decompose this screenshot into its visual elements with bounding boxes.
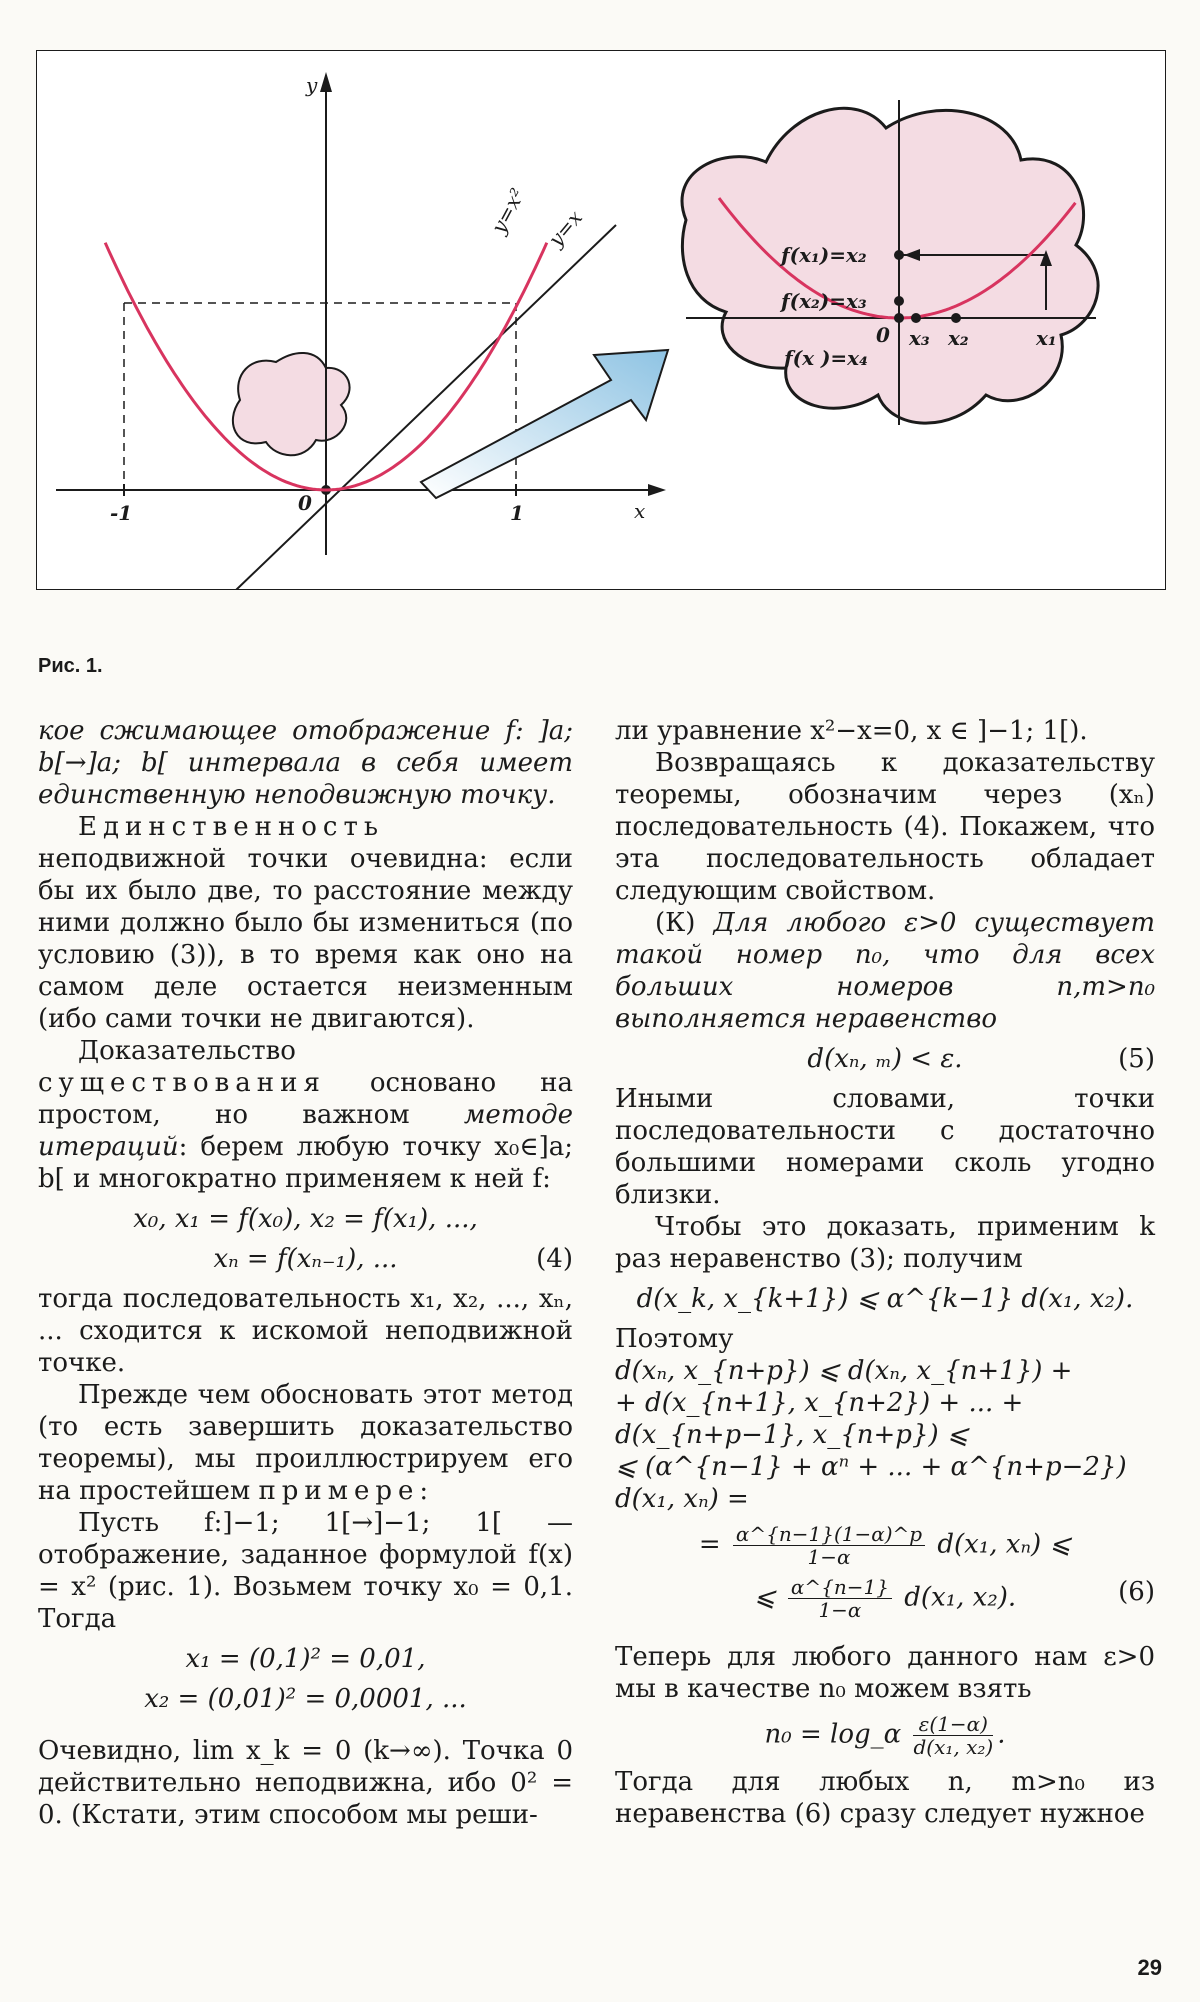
equation-6-line4: = $\frac{\alpha\^{}\{n-1\}(1-\alpha)\^{}p}{1-\alpha}$ d(x₁, xₙ) ⩽: [698, 1522, 1072, 1569]
tick-pos-label: 1: [510, 501, 524, 525]
term-existence: существования: [38, 1068, 326, 1098]
equation-5-text: d(xₙ, ₘ) < ε.: [807, 1044, 963, 1074]
paragraph-therefore: Поэтому: [615, 1324, 734, 1354]
label-fx1: f(x₁)=x₂: [781, 243, 867, 267]
equation-k-steps: d(x_k, x_{k+1}) ⩽ α^{k−1} d(x₁, x₂).: [636, 1284, 1134, 1314]
figure-1: [36, 50, 1166, 590]
label-fx2: f(x₂)=x₃: [781, 289, 867, 313]
paragraph-existence: [38, 1035, 573, 1195]
label-x2: x₂: [948, 326, 969, 350]
equation-4-line1: x₀, x₁ = f(x₀), x₂ = f(x₁), ...,: [133, 1204, 478, 1234]
label-x3: x₃: [909, 326, 930, 350]
label-x1: x₁: [1036, 326, 1057, 350]
x-axis-label: x: [634, 499, 646, 523]
fraction-2-denominator: 1−α: [818, 1598, 862, 1622]
equation-5-number: (5): [1118, 1044, 1155, 1074]
term-uniqueness: Единственность: [78, 812, 385, 842]
equation-6-line4-tail: d(x₁, xₙ) ⩽: [937, 1529, 1072, 1560]
label-fx4: f(x )=x₄: [784, 346, 868, 370]
paragraph-uniqueness-text: неподвижной точки очевидна: если бы их было две, то расстояние между ними должно было бы измениться (по условию (3)), в то время как оно на самом деле остается неизменным (ибо сами точки не двигаются).: [38, 844, 573, 1034]
page-number: 29: [1137, 1955, 1162, 1980]
fraction-1-denominator: 1−α: [807, 1545, 851, 1569]
line-label: y=x: [543, 205, 588, 252]
equation-n0-lhs: n₀ = log_α: [764, 1719, 902, 1750]
equation-4-line2-text: xₙ = f(xₙ₋₁), ...: [213, 1244, 398, 1274]
property-k: [615, 907, 1155, 1035]
paragraph-uniqueness: [38, 811, 573, 1035]
y-axis-label: y: [306, 73, 318, 97]
paragraph-limit: Очевидно, lim x_k = 0 (k→∞). Точка 0 действительно неподвижна, ибо 0² = 0. (Кстати, этим способом мы реши-: [38, 1736, 573, 1830]
equation-6-line5-tail: d(x₁, x₂).: [904, 1582, 1017, 1613]
paragraph-choose-n0: Теперь для любого данного нам ε>0 мы в качестве n₀ можем взять: [615, 1642, 1155, 1704]
paragraph-equation-solved: ли уравнение x²−x=0, x ∈ ]−1; 1[).: [615, 716, 1088, 746]
existence-rest: : берем любую точку x₀∈]a; b[ и многократно применяем к ней f:: [38, 1132, 573, 1194]
property-k-text: Для любого ε>0 существует такой номер n₀, что для всех больших номеров n,m>n₀ выполняется неравенство: [615, 908, 1155, 1034]
equation-6-number: (6): [1118, 1577, 1155, 1607]
term-example: примере: [258, 1476, 420, 1506]
equation-6-fraction-2: [788, 1576, 892, 1621]
illustration-text: Прежде чем обосновать этот метод (то есть завершить доказательство теоремы), мы проиллюстрируем его на простейшем: [38, 1380, 573, 1506]
paragraph-return-proof: Возвращаясь к доказательству теоремы, обозначим через (xₙ) последовательность (4). Покажем, что эта последовательность обладает следующим свойством.: [615, 748, 1155, 906]
equation-4-number: (4): [536, 1244, 573, 1274]
equation-n0-fraction: [913, 1713, 993, 1758]
left-column: [38, 715, 573, 1831]
paragraph-convergence: тогда последовательность x₁, x₂, ..., xₙ, ... сходится к искомой неподвижной точке.: [38, 1284, 573, 1378]
figure-caption: Рис. 1.: [38, 655, 103, 677]
equation-6-line2: + d(x_{n+1}, x_{n+2}) + ... + d(x_{n+p−1}, x_{n+p}) ⩽: [615, 1388, 1024, 1450]
existence-lead: Доказательство: [78, 1036, 296, 1066]
theorem-tail: кое сжимающее отображение f: ]a; b[→]a; b[ интервала в себя имеет единственную неподвижную точку.: [38, 716, 573, 810]
equation-4-line2: [38, 1243, 573, 1275]
paragraph-to-prove: Чтобы это доказать, применим k раз неравенство (3); получим: [615, 1212, 1155, 1274]
property-k-label: (К): [655, 908, 696, 938]
point-x3: [911, 313, 921, 323]
n0-numerator: ε(1−α): [913, 1713, 993, 1736]
right-column: [615, 715, 1155, 1830]
equation-n0: n₀ = log_α $\frac{\varepsilon(1-\alpha)}{\text{d(x₁, x₂)}}$ .: [764, 1712, 1006, 1759]
point-x1-image: [894, 250, 904, 260]
existence-mid: основано на простом, но важном: [38, 1068, 573, 1130]
equation-6-line1: d(xₙ, x_{n+p}) ⩽ d(xₙ, x_{n+1}) +: [615, 1356, 1073, 1386]
origin-label: 0: [298, 491, 312, 515]
n0-denominator: d(x₁, x₂): [913, 1735, 994, 1759]
point-x2-image: [894, 296, 904, 306]
equation-6-line5: ⩽ $\frac{\alpha\^{}\{n-1\}}{1-\alpha}$ d(x₁, x₂). (6): [753, 1575, 1155, 1622]
fraction-2-numerator: α^{n−1}: [788, 1576, 892, 1599]
paragraph-in-other-words: Иными словами, точки последовательности с достаточно большими номерами сколь угодно близки.: [615, 1084, 1155, 1210]
point-origin: [894, 313, 904, 323]
point-x2: [951, 313, 961, 323]
equation-x1: x₁ = (0,1)² = 0,01,: [185, 1644, 426, 1674]
term-iteration-method: методе итераций: [38, 1100, 573, 1162]
paragraph-conclusion: Тогда для любых n, m>n₀ из неравенства (6) сразу следует нужное: [615, 1767, 1155, 1829]
parabola-label: y=x²: [486, 184, 530, 238]
equation-6-fraction-1: [733, 1523, 925, 1568]
equation-5: [615, 1043, 1155, 1075]
illustration-end: :: [419, 1476, 429, 1506]
fraction-1-numerator: α^{n−1}(1−α)^p: [733, 1523, 925, 1546]
paragraph-example: Пусть f:]−1; 1[→]−1; 1[ — отображение, заданное формулой f(x) = x² (рис. 1). Возьмем точку x₀ = 0,1. Тогда: [38, 1508, 573, 1634]
equation-x2: x₂ = (0,01)² = 0,0001, ...: [144, 1684, 467, 1714]
equation-6-line3: ⩽ (α^{n−1} + αⁿ + ... + α^{n+p−2}) d(x₁, xₙ) =: [615, 1452, 1127, 1514]
inset-origin-label: 0: [876, 323, 890, 347]
tick-neg-label: -1: [110, 501, 133, 525]
paragraph-illustration: [38, 1379, 573, 1507]
